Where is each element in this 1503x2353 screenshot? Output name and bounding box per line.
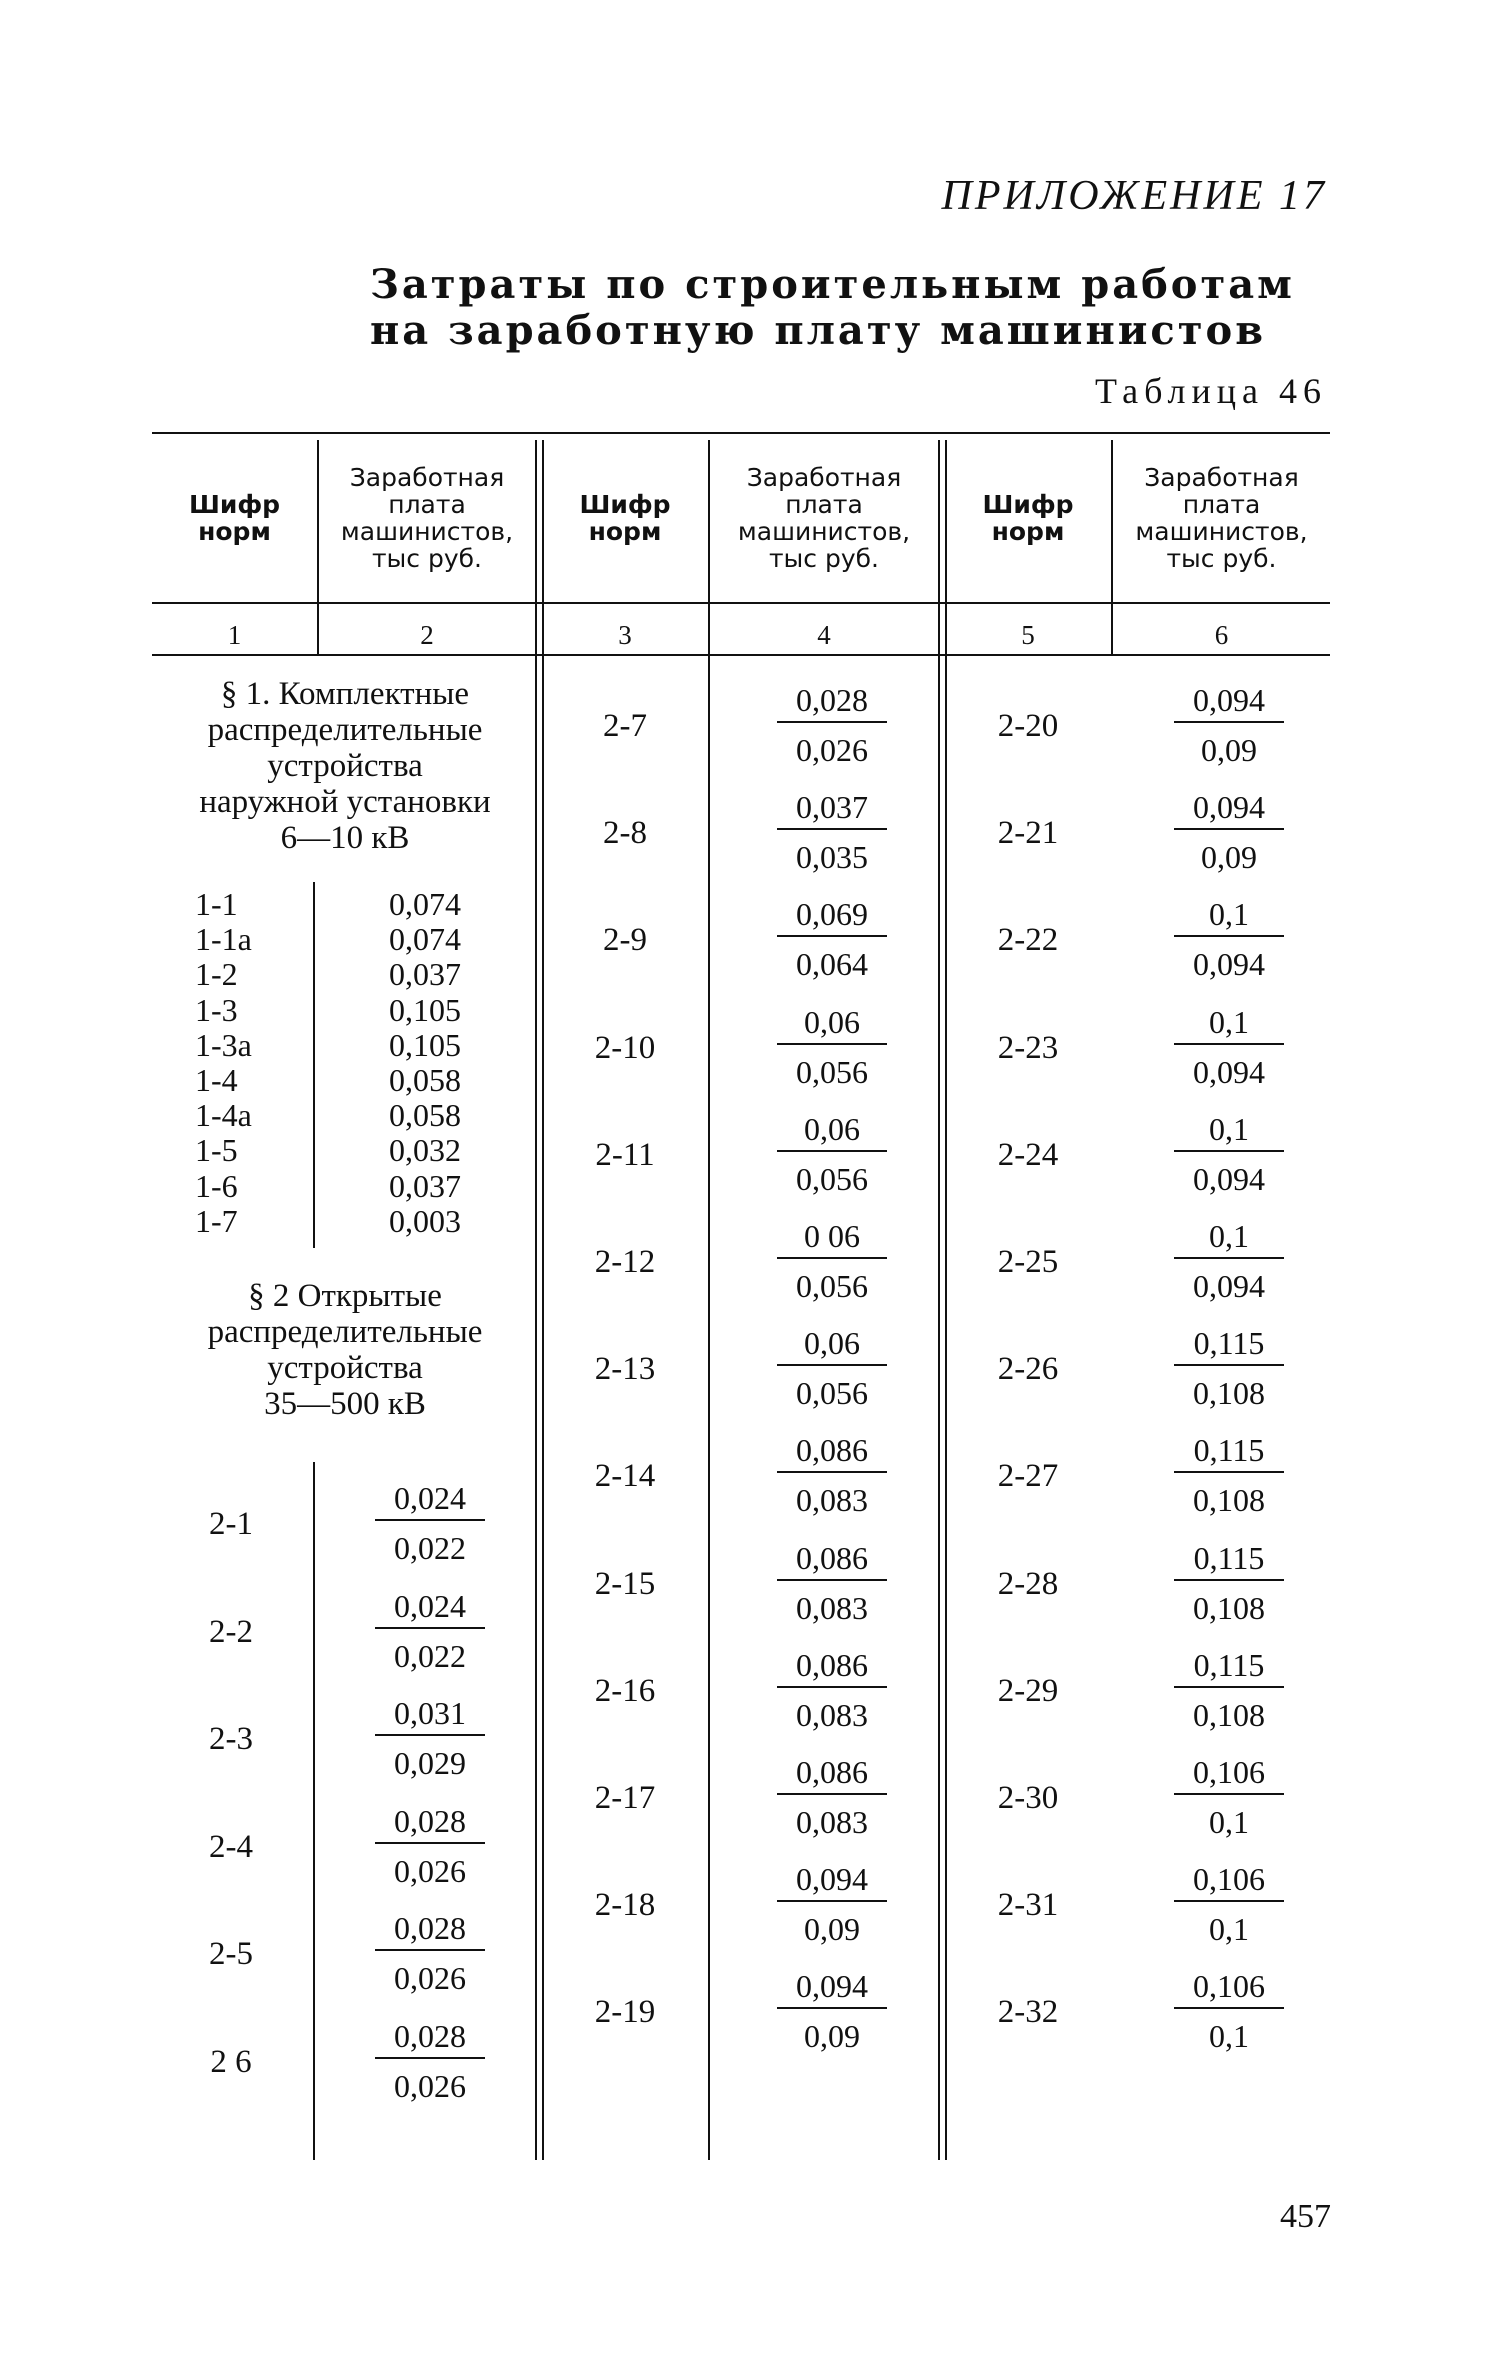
sec2-divider [313,1462,315,2160]
fraction-numerator: 0,086 [796,1539,868,1576]
fraction-denominator: 0,108 [1193,1375,1265,1412]
fraction-numerator: 0,06 [804,1003,860,1040]
fraction-denominator: 0,083 [796,1696,868,1733]
fraction-bar [777,1900,887,1902]
table-row-code: 1-3 [195,991,238,1028]
table-row-code: 2-11 [595,1136,655,1173]
fraction-denominator: 0,026 [796,732,868,768]
table-row-fraction [777,896,887,1004]
fraction-numerator: 0,028 [394,1910,466,1946]
header-wage-2: Заработная плата машинистов, тыс руб. [737,463,911,573]
table-row-code: 2-5 [209,1936,253,1972]
fraction-numerator: 0,094 [1193,789,1265,826]
table-row-code: 2-27 [997,1458,1059,1495]
fraction-denominator: 0,022 [394,1530,466,1566]
table-top-rule [152,432,1330,434]
fraction-denominator: 0,094 [1193,1160,1265,1197]
table-row-fraction [1174,1646,1284,1755]
col-number-rule [152,654,1330,656]
fraction-numerator: 0,069 [796,896,868,933]
table-row-code: 2-24 [997,1136,1059,1173]
table-row-fraction [1174,682,1284,790]
fraction-denominator: 0,1 [1209,1911,1249,1948]
table-row-code: 2-16 [594,1672,656,1709]
fraction-numerator: 0,115 [1193,1432,1265,1469]
fraction-bar [777,935,887,937]
table-row-code: 1-7 [195,1202,238,1239]
table-row-fraction [1174,896,1284,1004]
table-row-code: 2-9 [603,922,647,959]
fraction-bar [777,828,887,830]
table-row-fraction [777,1003,887,1112]
fraction-numerator: 0,028 [394,1802,466,1839]
fraction-denominator: 0,09 [804,2018,860,2055]
fraction-numerator: 0,1 [1209,1003,1249,1040]
col-number-4: 4 [817,620,831,650]
fraction-bar [1174,1471,1284,1473]
fraction-numerator: 0,1 [1209,1110,1249,1147]
table-row-fraction [375,1587,485,1696]
table-row-code: 2-31 [997,1887,1059,1924]
table-row-value: 0,037 [389,956,461,993]
table-row-fraction [777,789,887,897]
table-row-code: 2-18 [594,1887,656,1924]
fraction-bar [1174,1364,1284,1366]
fraction-numerator: 0,094 [1193,682,1265,718]
fraction-numerator: 0,094 [796,1861,868,1898]
table-row-code: 2-26 [997,1351,1059,1388]
fraction-bar [777,1364,887,1366]
table-row-fraction [1174,1754,1284,1862]
table-row-code: 2-10 [594,1029,656,1066]
fraction-bar [1174,721,1284,723]
table-row-fraction [777,1110,887,1219]
section-1-heading: § 1. Комплектные распределительные устройства наружной установки 6—10 кВ [199,676,491,856]
fraction-numerator: 0,037 [796,789,868,826]
fraction-numerator: 0,024 [394,1480,466,1516]
fraction-denominator: 0,026 [394,2067,466,2104]
header-code-2: Шифр норм [579,490,671,546]
fraction-denominator: 0,108 [1193,1482,1265,1519]
fraction-bar [777,2007,887,2009]
fraction-numerator: 0,106 [1193,1968,1265,2005]
table-label: Таблица 46 [1095,371,1327,411]
fraction-denominator: 0,108 [1193,1589,1265,1626]
fraction-bar [777,1793,887,1795]
fraction-bar [1174,828,1284,830]
table-row-value: 0,032 [389,1132,461,1169]
table-row-value: 0,037 [389,1167,461,1204]
col-number-2: 2 [420,620,434,650]
table-row-code: 1-5 [195,1132,238,1169]
table-row-value: 0,058 [389,1097,461,1134]
fraction-bar [1174,1579,1284,1581]
fraction-bar [1174,1043,1284,1045]
fraction-bar [777,1471,887,1473]
table-row-fraction [777,1754,887,1862]
fraction-denominator: 0,056 [796,1053,868,1090]
table-row-fraction [1174,1325,1284,1433]
table-row-code: 2-22 [997,922,1059,959]
col-number-3: 3 [618,620,632,650]
table-row-fraction [777,1218,887,1326]
fraction-bar [1174,1150,1284,1152]
fraction-bar [1174,2007,1284,2009]
fraction-bar [375,1734,485,1736]
fraction-bar [375,1519,485,1521]
fraction-denominator: 0,09 [804,1911,860,1948]
fraction-numerator: 0,086 [796,1646,868,1683]
fraction-numerator: 0,115 [1193,1539,1265,1576]
sec1-divider [313,882,315,1248]
fraction-numerator: 0,115 [1193,1646,1265,1683]
fraction-bar [375,1842,485,1844]
table-row-fraction [777,1325,887,1433]
col-number-1: 1 [227,620,242,650]
table-row-code: 1-4а [195,1097,252,1134]
table-row-code: 1-6 [195,1167,238,1204]
table-row-fraction [777,1432,887,1540]
table-row-code: 2-23 [997,1029,1059,1066]
table-row-code: 2-30 [997,1780,1059,1816]
fraction-numerator: 0,115 [1193,1325,1265,1362]
table-row-code: 2-8 [603,815,647,852]
table-row-fraction [777,1861,887,1969]
header-code-1: Шифр норм [188,490,281,546]
fraction-denominator: 0,1 [1209,1804,1249,1840]
fraction-numerator: 0,031 [394,1695,466,1731]
fraction-denominator: 0,094 [1193,1268,1265,1304]
table-row-fraction [375,1480,485,1588]
block-divider-1 [535,440,544,2160]
table-row-value: 0,003 [389,1202,461,1239]
table-row-fraction [1174,1003,1284,1112]
fraction-denominator: 0,056 [796,1268,868,1304]
fraction-bar [777,1043,887,1045]
fraction-numerator: 0 06 [804,1218,860,1254]
fraction-numerator: 0,028 [796,682,868,718]
table-row-fraction [1174,1110,1284,1219]
fraction-denominator: 0,029 [394,1745,466,1781]
table-row-fraction [1174,789,1284,897]
table-row-code: 2-25 [997,1244,1059,1280]
table-row-code: 1-4 [195,1062,238,1098]
header-divider-3 [708,440,710,2160]
fraction-numerator: 0,106 [1193,1754,1265,1790]
title-line-1: Затраты по строительным работам [370,261,1295,308]
table-row-fraction [777,1646,887,1755]
fraction-denominator: 0,09 [1201,732,1257,768]
fraction-numerator: 0,06 [804,1325,860,1362]
block-divider-2 [938,440,947,2160]
page-title [370,262,1295,354]
fraction-denominator: 0,1 [1209,2018,1249,2055]
table-row-code: 2-7 [603,708,647,744]
table-row-fraction [777,1539,887,1648]
table-row-fraction [1174,1218,1284,1326]
table-row-fraction [375,1802,485,1911]
table-row-fraction [1174,1861,1284,1969]
section-2-heading: § 2 Открытые распределительные устройства 35—500 кВ [207,1278,483,1422]
fraction-denominator: 0,083 [796,1589,868,1626]
fraction-bar [1174,1793,1284,1795]
table-row-fraction [1174,1968,1284,2076]
table-row-value: 0,105 [389,991,461,1028]
fraction-bar [777,1686,887,1688]
table-row-value: 0,074 [389,886,461,922]
table-row-fraction [375,1910,485,2018]
fraction-bar [777,1257,887,1259]
table-row-code: 2-32 [997,1994,1059,2031]
fraction-denominator: 0,056 [796,1160,868,1197]
fraction-bar [1174,1257,1284,1259]
table-row-value: 0,105 [389,1026,461,1063]
fraction-bar [1174,1900,1284,1902]
fraction-denominator: 0,09 [1201,839,1257,876]
table-row-code: 2 6 [210,2043,252,2080]
table-row-code: 2-29 [997,1672,1059,1709]
header-wage-3: Заработная плата машинистов, тыс руб. [1135,463,1308,573]
fraction-denominator: 0,026 [394,1960,466,1996]
fraction-denominator: 0,108 [1193,1696,1265,1733]
table-row-code: 1-1 [195,886,238,922]
table-row-code: 1-2 [195,956,238,993]
fraction-denominator: 0,083 [796,1482,868,1519]
table-row-value: 0,058 [389,1062,461,1098]
table-row-code: 2-17 [594,1780,656,1816]
fraction-bar [1174,1686,1284,1688]
fraction-denominator: 0,035 [796,839,868,876]
fraction-bar [375,2057,485,2059]
table-row-code: 2-2 [209,1613,253,1650]
table-row-code: 1-1а [195,921,252,958]
table-row-code: 2-12 [594,1244,656,1280]
table-row-code: 2-4 [209,1828,253,1865]
fraction-numerator: 0,06 [804,1110,860,1147]
table-row-fraction [1174,1432,1284,1540]
table-row-fraction [1174,1539,1284,1648]
col-number-5: 5 [1021,620,1035,650]
fraction-bar [777,1579,887,1581]
fraction-bar [777,1150,887,1152]
table-row-code: 2-15 [594,1565,656,1602]
fraction-numerator: 0,086 [796,1432,868,1469]
table-row-fraction [777,682,887,790]
fraction-denominator: 0,094 [1193,946,1265,983]
fraction-denominator: 0,064 [796,946,868,983]
table-row-code: 2-21 [997,815,1059,852]
table-row-fraction [777,1968,887,2076]
fraction-numerator: 0,106 [1193,1861,1265,1898]
table-row-code: 2-14 [594,1458,656,1495]
fraction-bar [375,1949,485,1951]
fraction-denominator: 0,056 [796,1375,868,1412]
header-code-3: Шифр норм [982,490,1074,546]
fraction-bar [375,1627,485,1629]
table-row-code: 2-3 [209,1721,253,1757]
page-number: 457 [1280,2198,1331,2235]
header-wage-1: Заработная плата машинистов, тыс руб. [340,463,514,573]
table-row-code: 2-1 [209,1506,253,1542]
table-row-code: 2-20 [997,708,1059,744]
header-rule [152,602,1330,604]
table-row-code: 2-28 [997,1565,1059,1602]
table-row-code: 1-3а [195,1026,252,1063]
fraction-denominator: 0,022 [394,1637,466,1674]
table-row-code: 2-19 [594,1994,656,2031]
table-row-code: 2-13 [594,1351,656,1388]
title-line-2: на заработную плату машинистов [370,307,1267,354]
fraction-bar [777,721,887,723]
fraction-numerator: 0,1 [1209,1218,1249,1254]
col-number-6: 6 [1214,620,1229,650]
table-row-fraction [375,1695,485,1803]
fraction-numerator: 0,086 [796,1754,868,1790]
fraction-denominator: 0,094 [1193,1053,1265,1090]
table-row-value: 0,074 [389,921,461,958]
fraction-bar [1174,935,1284,937]
fraction-numerator: 0,094 [796,1968,868,2005]
appendix-heading: ПРИЛОЖЕНИЕ 17 [941,173,1327,219]
table-row-fraction [375,2017,485,2126]
fraction-numerator: 0,028 [394,2017,466,2054]
fraction-denominator: 0,026 [394,1852,466,1889]
fraction-numerator: 0,024 [394,1587,466,1624]
fraction-denominator: 0,083 [796,1804,868,1840]
fraction-numerator: 0,1 [1209,896,1249,933]
